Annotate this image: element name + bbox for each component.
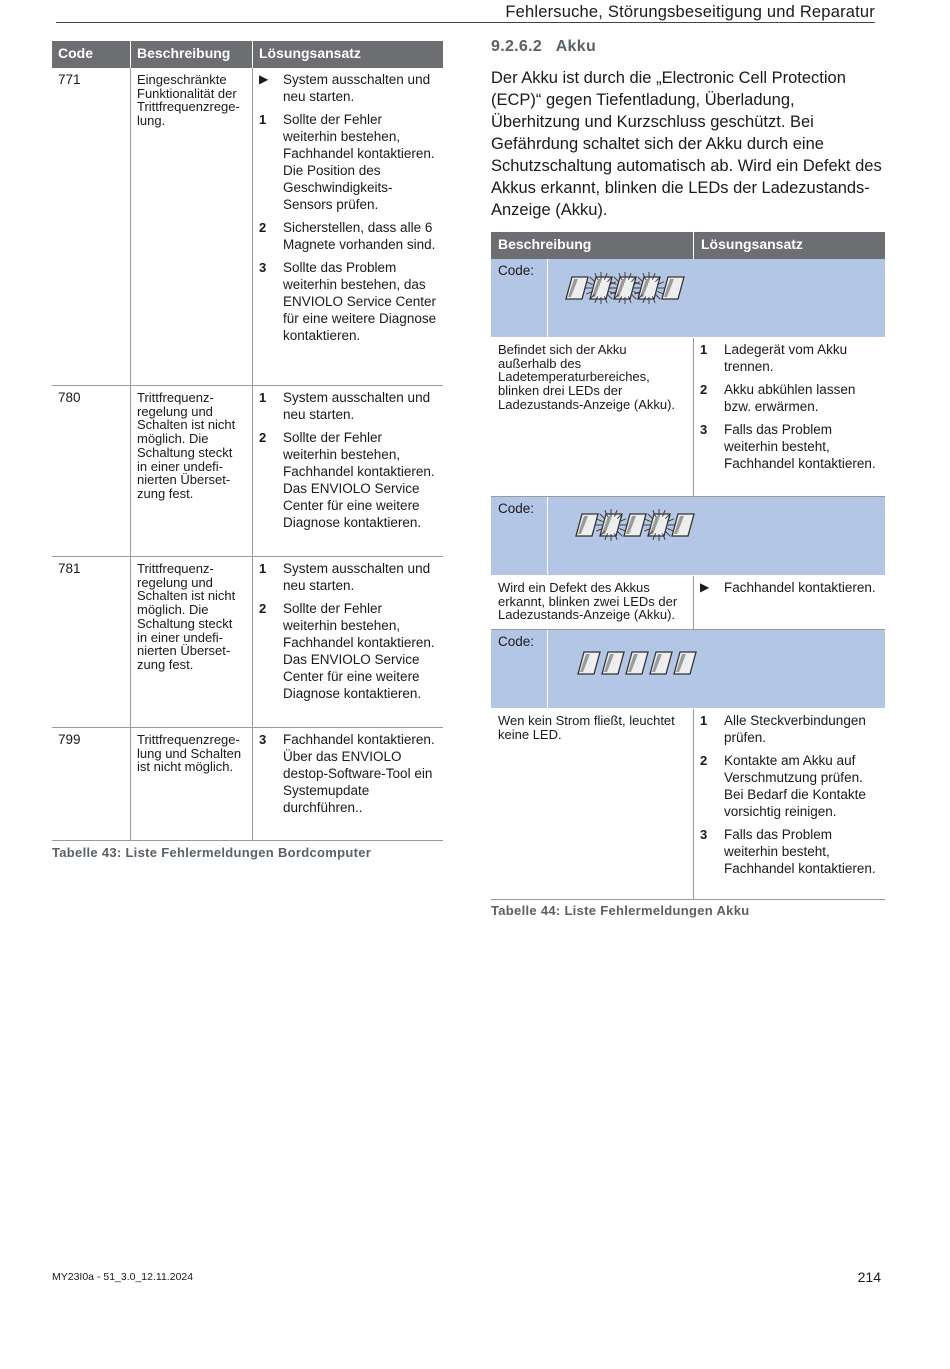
error-description: Eingeschränkte Funktionalität der Trittfrequenzrege-lung. [131, 68, 253, 385]
step-number: 2 [700, 382, 708, 397]
led-off-icon [602, 652, 624, 674]
header-description: Beschreibung [491, 232, 694, 259]
error-description: Befindet sich der Akku außerhalb des Ladetemperaturbereiches, blinken drei LEDs der Ladezustands-Anzeige (Akku). [491, 338, 694, 496]
table-43-caption: Tabelle 43: Liste Fehlermeldungen Bordcomputer [52, 845, 372, 860]
section-heading [491, 38, 596, 56]
step-number: 2 [700, 753, 708, 768]
led-charge-indicator [564, 638, 734, 688]
led-off-icon [662, 277, 684, 299]
solution-step [259, 560, 437, 594]
table-header [52, 41, 443, 68]
solution-step [259, 259, 437, 344]
step-number: 1 [259, 390, 267, 405]
solution-step [700, 579, 879, 596]
led-code-art [548, 497, 885, 575]
led-charge-indicator [562, 500, 732, 550]
step-text: Alle Steckverbindungen prüfen. [724, 713, 866, 745]
solution-steps [253, 728, 443, 840]
step-text: Sollte der Fehler weiterhin bestehen, Fachhandel kontaktieren. Das ENVIOLO Service Center für eine weitere Diagnose kontaktieren. [283, 430, 435, 530]
error-description: Trittfrequenz-regelung und Schalten ist nicht möglich. Die Schaltung steckt in einer undefi-nierten Überset-zung fest. [131, 386, 253, 556]
led-blinking-icon [633, 272, 665, 304]
step-number: 1 [700, 713, 708, 728]
step-text: Falls das Problem weiterhin besteht, Fachhandel kontaktieren. [724, 422, 876, 471]
page-header-title: Fehlersuche, Störungsbeseitigung und Reparatur [505, 3, 875, 21]
solution-step [259, 429, 437, 531]
error-description: Trittfrequenzrege-lung und Schalten ist nicht möglich. [131, 728, 253, 840]
led-code-row [491, 630, 885, 709]
solution-step [259, 71, 437, 105]
page-number: 214 [857, 1269, 881, 1285]
table-row [52, 386, 443, 557]
section-number: 9.2.6.2 [491, 38, 543, 55]
step-number: 3 [700, 422, 708, 437]
error-description: Trittfrequenz-regelung und Schalten ist nicht möglich. Die Schaltung steckt in einer undefi-nierten Überset-zung fest. [131, 557, 253, 727]
led-off-icon [624, 514, 646, 536]
arrow-bullet-icon: ▶ [700, 580, 710, 594]
step-number: 3 [259, 260, 267, 275]
solution-steps [694, 709, 885, 899]
solution-step [259, 731, 437, 816]
step-text: Fachhandel kontaktieren. Über das ENVIOLO destop-Software-Tool ein Systemupdate durchführen.. [283, 732, 435, 815]
solution-step [259, 600, 437, 702]
table-row [491, 576, 885, 630]
step-text: Sicherstellen, dass alle 6 Magnete vorhanden sind. [283, 220, 436, 252]
table-header [491, 232, 885, 259]
solution-step [700, 712, 879, 746]
solution-step [700, 421, 879, 472]
led-code-art [548, 630, 885, 708]
led-off-icon [576, 514, 598, 536]
header-rule [56, 22, 875, 23]
led-code-row [491, 259, 885, 338]
step-text: Akku abkühlen lassen bzw. erwärmen. [724, 382, 856, 414]
led-blinking-icon [643, 509, 675, 541]
solution-step [259, 111, 437, 213]
led-off-icon [626, 652, 648, 674]
code-label: Code: [491, 630, 548, 708]
led-off-icon [672, 514, 694, 536]
solution-step [700, 341, 879, 375]
section-intro: Der Akku ist durch die „Electronic Cell Protection (ECP)“ gegen Tiefentladung, Überladung, Überhitzung und Kurzschluss geschützt. Bei Gefährdung schaltet sich der Akku durch eine Schutzschaltung automatisch ab. Wird ein Defekt des Akkus erkannt, blinken die LEDs der Ladezustands-Anzeige (Akku). [491, 69, 882, 219]
led-off-icon [650, 652, 672, 674]
step-text: Falls das Problem weiterhin besteht, Fachhandel kontaktieren. [724, 827, 876, 876]
table-44-caption: Tabelle 44: Liste Fehlermeldungen Akku [491, 903, 750, 918]
step-number: 1 [259, 112, 267, 127]
step-number: 2 [259, 220, 267, 235]
code-label: Code: [491, 259, 548, 337]
solution-steps [253, 68, 443, 385]
error-table-akku [491, 232, 885, 900]
table-row [491, 709, 885, 900]
solution-steps [694, 338, 885, 496]
step-number: 3 [700, 827, 708, 842]
led-off-icon [674, 652, 696, 674]
table-row [52, 557, 443, 728]
error-code: 771 [52, 68, 131, 385]
step-text: Sollte der Fehler weiterhin bestehen, Fachhandel kontaktieren. Das ENVIOLO Service Center für eine weitere Diagnose kontaktieren. [283, 601, 435, 701]
led-off-icon [566, 277, 588, 299]
led-off-icon [578, 652, 600, 674]
header-solution: Lösungsansatz [259, 45, 361, 61]
code-label: Code: [491, 497, 548, 575]
step-text: System ausschalten und neu starten. [283, 72, 431, 104]
error-table-bordcomputer [52, 41, 443, 841]
step-number: 2 [259, 601, 267, 616]
step-text: System ausschalten und neu starten. [283, 390, 431, 422]
step-number: 1 [259, 561, 267, 576]
step-number: 3 [259, 732, 267, 747]
step-text: Sollte der Fehler weiterhin bestehen, Fachhandel kontaktieren. Die Position des Geschwindigkeits-Sensors prüfen. [283, 112, 435, 212]
led-code-art [548, 259, 885, 337]
solution-step [259, 389, 437, 423]
error-code: 799 [52, 728, 131, 840]
section-title: Akku [555, 38, 597, 55]
step-text: System ausschalten und neu starten. [283, 561, 431, 593]
table-body [491, 259, 885, 900]
led-charge-indicator [552, 263, 722, 313]
led-code-row [491, 497, 885, 576]
step-number: 1 [700, 342, 708, 357]
error-description: Wird ein Defekt des Akkus erkannt, blinken zwei LEDs der Ladezustands-Anzeige (Akku). [491, 576, 694, 629]
step-text: Fachhandel kontaktieren. [724, 580, 876, 595]
header-description: Beschreibung [131, 41, 253, 68]
error-code: 781 [52, 557, 131, 727]
header-solution: Lösungsansatz [701, 236, 803, 252]
solution-step [700, 752, 879, 820]
header-code: Code [52, 41, 131, 68]
solution-step [700, 826, 879, 877]
table-body [52, 68, 443, 841]
footer-doc-id: MY23I0a - 51_3.0_12.11.2024 [52, 1271, 194, 1283]
solution-steps [253, 557, 443, 727]
step-number: 2 [259, 430, 267, 445]
table-row [52, 728, 443, 841]
table-row [52, 68, 443, 386]
led-blinking-icon [595, 509, 627, 541]
solution-steps [694, 576, 885, 629]
solution-steps [253, 386, 443, 556]
step-text: Sollte das Problem weiterhin bestehen, das ENVIOLO Service Center für eine weitere Diagnose kontaktieren. [283, 260, 437, 343]
solution-step [259, 219, 437, 253]
step-text: Ladegerät vom Akku trennen. [724, 342, 848, 374]
solution-step [700, 381, 879, 415]
step-text: Kontakte am Akku auf Verschmutzung prüfen. Bei Bedarf die Kontakte vorsichtig reinigen. [724, 753, 866, 819]
error-description: Wen kein Strom fließt, leuchtet keine LED. [491, 709, 694, 899]
table-row [491, 338, 885, 497]
arrow-bullet-icon: ▶ [259, 72, 269, 86]
error-code: 780 [52, 386, 131, 556]
